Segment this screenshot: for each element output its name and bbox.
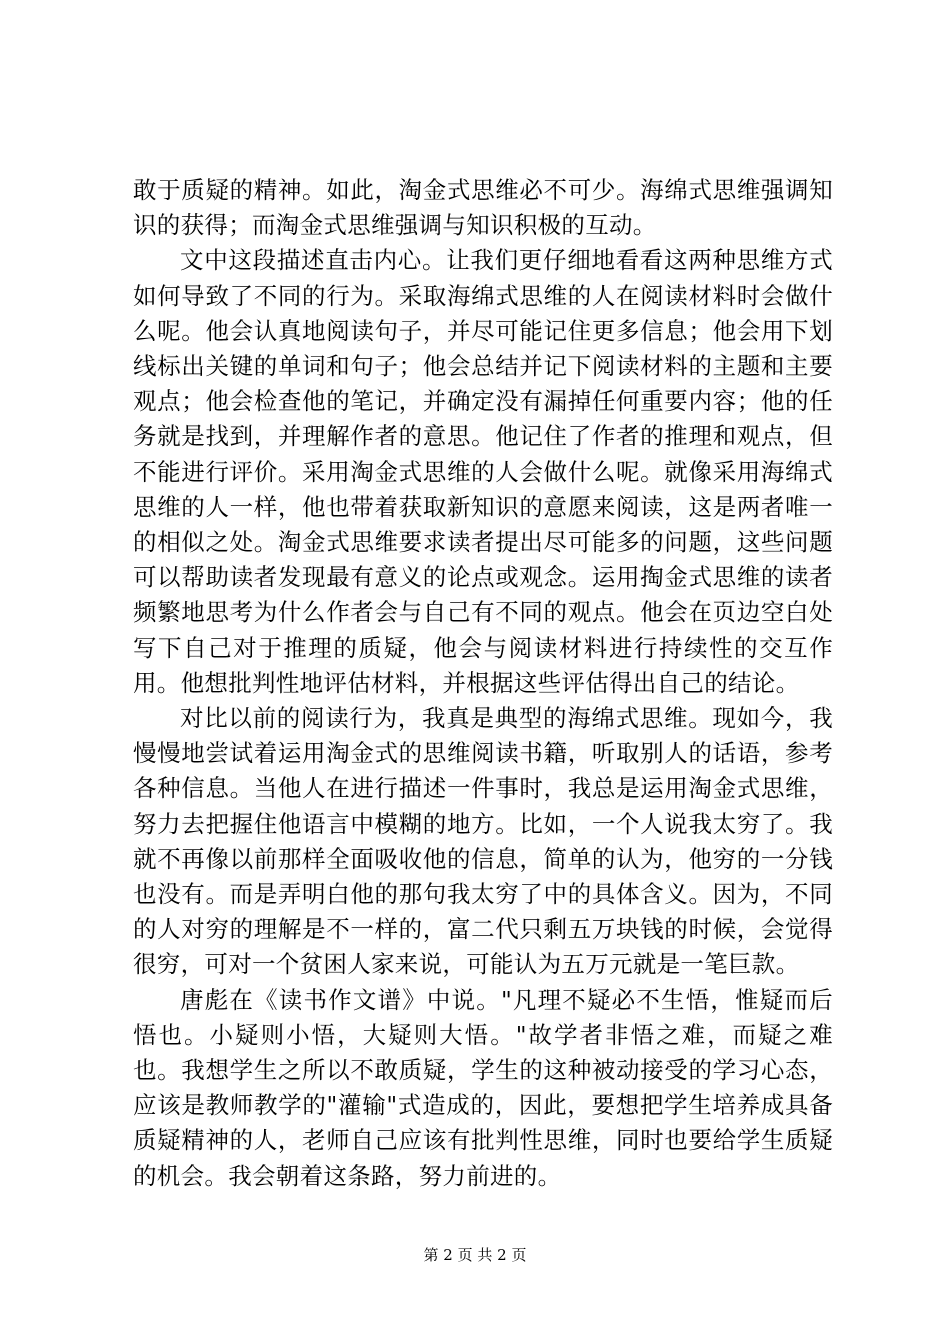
paragraph-reading-behavior: 对比以前的阅读行为，我真是典型的海绵式思维。现如今，我慢慢地尝试着运用淘金式的思维阅读书籍，听取别人的话语，参考各种信息。当他人在进行描述一件事时，我总是运用淘金式思维，努力去把握住他语言中模糊的地方。比如，一个人说我太穷了。我就不再像以前那样全面吸收他的信息，简单的认为，他穷的一分钱也没有。而是弄明白他的那句我太穷了中的具体含义。因为，不同的人对穷的理解是不一样的，富二代只剩五万块钱的时候，会觉得很穷，可对一个贫困人家来说，可能认为五万元就是一笔巨款。 <box>133 704 833 979</box>
document-body <box>133 173 833 1194</box>
page-footer: 第 2 页 共 2 页 <box>423 1246 527 1264</box>
paragraph-tang-biao-quote: 唐彪在《读书作文谱》中说。"凡理不疑必不生悟，惟疑而后悟也。小疑则小悟，大疑则大悟。"故学者非悟之难，而疑之难也。我想学生之所以不敢质疑，学生的这种被动接受的学习心态，应该是教师教学的"灌输"式造成的，因此，要想把学生培养成具备质疑精神的人，老师自己应该有批判性思维，同时也要给学生质疑的机会。我会朝着这条路，努力前进的。 <box>133 985 833 1190</box>
paragraph-thinking-styles: 文中这段描述直击内心。让我们更仔细地看看这两种思维方式如何导致了不同的行为。采取海绵式思维的人在阅读材料时会做什么呢。他会认真地阅读句子，并尽可能记住更多信息；他会用下划线标出关键的单词和句子；他会总结并记下阅读材料的主题和主要观点；他会检查他的笔记，并确定没有漏掉任何重要内容；他的任务就是找到，并理解作者的意思。他记住了作者的推理和观点，但不能进行评价。采用淘金式思维的人会做什么呢。就像采用海绵式思维的人一样，他也带着获取新知识的意愿来阅读，这是两者唯一的相似之处。淘金式思维要求读者提出尽可能多的问题，这些问题可以帮助读者发现最有意义的论点或观念。运用掏金式思维的读者频繁地思考为什么作者会与自己有不同的观点。他会在页边空白处写下自己对于推理的质疑，他会与阅读材料进行持续性的交互作用。他想批判性地评估材料，并根据这些评估得出自己的结论。 <box>133 246 833 697</box>
paragraph-continuation: 敢于质疑的精神。如此，淘金式思维必不可少。海绵式思维强调知识的获得；而淘金式思维强调与知识积极的互动。 <box>133 176 833 240</box>
